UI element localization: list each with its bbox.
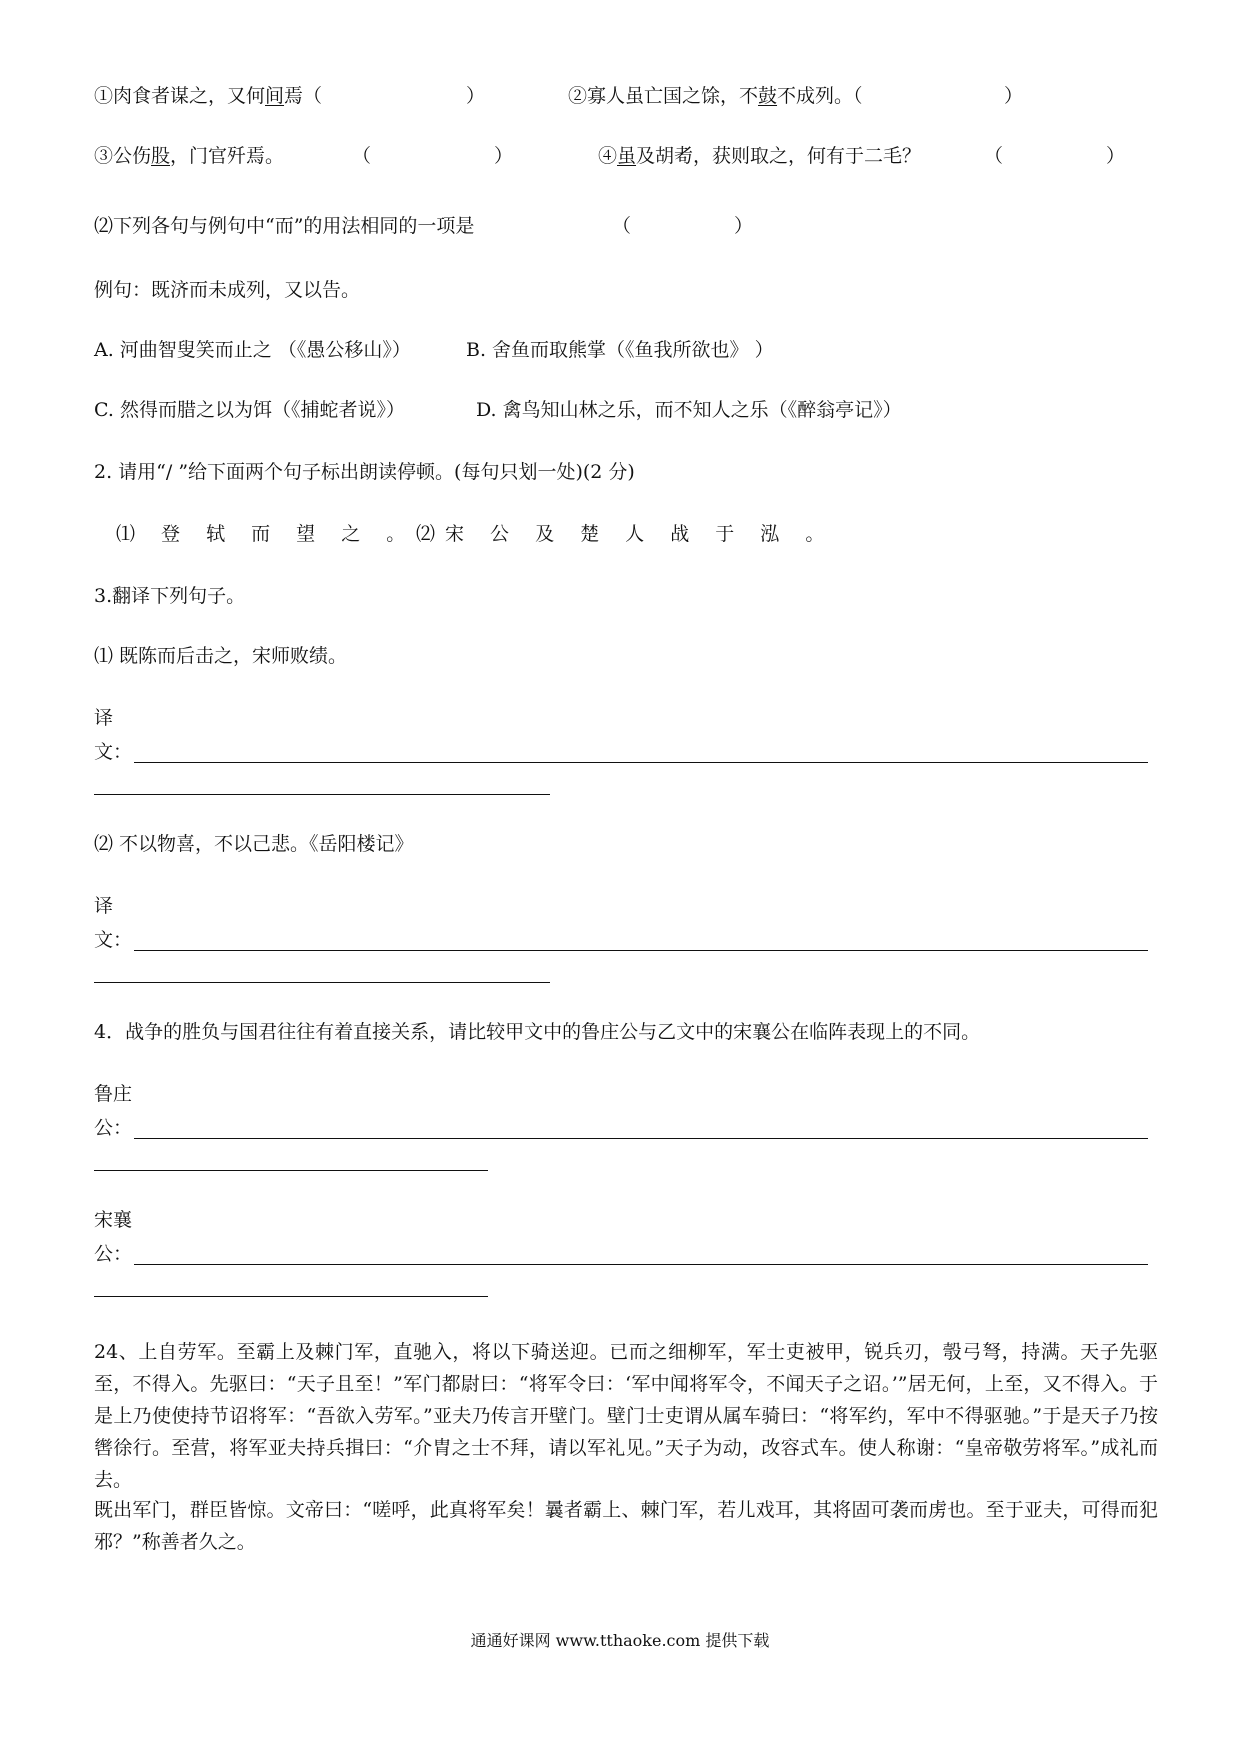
q3-answer-2-line[interactable]	[134, 950, 1148, 951]
q1-item-4-keyword: 虽	[617, 145, 637, 167]
q4-label-1-bottom: 公：	[94, 1117, 133, 1139]
q1-item-3-text-after: ，门官歼焉。	[170, 145, 285, 167]
q1-item-2	[568, 84, 863, 108]
page-footer: 通通好课网 www.tthaoke.com 提供下载	[470, 1631, 770, 1650]
q1-item-1	[94, 84, 322, 108]
q4-answer-2-line-2[interactable]	[94, 1296, 488, 1297]
q1-2-example: 例句：既济而未成列，又以告。	[94, 279, 361, 301]
q1-item-3	[94, 144, 284, 168]
q1-item-4-text: ④	[598, 145, 618, 167]
q1-item-1-text-after: 焉（	[284, 85, 323, 107]
q1-item-2-text: ②寡人虽亡国之馀，不	[568, 85, 759, 107]
q1-item-2-text-after: 不成列。（	[777, 85, 863, 107]
q1-item-4-open: （	[984, 145, 1004, 167]
q4-stem: 4．战争的胜负与国君往往有着直接关系，请比较甲文中的鲁庄公与乙文中的宋襄公在临阵表现上的不同。	[94, 1021, 981, 1043]
q3-stem: 3.翻译下列句子。	[94, 585, 246, 607]
q3-sentence-2: ⑵ 不以物喜，不以己悲。《岳阳楼记》	[94, 833, 414, 855]
q4-answer-1-line-2[interactable]	[94, 1170, 488, 1171]
q3-answer-1-line-2[interactable]	[94, 794, 550, 795]
q1-item-3-text: ③公伤	[94, 145, 152, 167]
q2-sentence-1: ⑴ 登 轼 而 望 之 。	[116, 523, 416, 545]
q1-2-option-d: D. 禽鸟知山林之乐，而不知人之乐（《醉翁亭记》）	[476, 399, 902, 421]
q1-2-stem: ⑵下列各句与例句中“而”的用法相同的一项是	[94, 215, 475, 237]
q1-item-3-keyword: 股	[151, 145, 171, 167]
q2-stem: 2. 请用“/ ”给下面两个句子标出朗读停顿。(每句只划一处)(2 分)	[94, 461, 635, 483]
q3-answer-2-label-bottom: 文：	[94, 929, 133, 951]
q1-item-1-keyword: 间	[265, 85, 285, 107]
q2-sentence-2: ⑵宋 公 及 楚 人 战 于 泓 。	[416, 523, 835, 545]
passage-24-paragraph-1: 24、上自劳军。至霸上及棘门军，直驰入，将以下骑送迎。已而之细柳军，军士吏被甲，锐兵刃，彀弓弩，持满。天子先驱至，不得入。先驱曰：“天子且至！”军门都尉曰：“将军令曰：‘军中闻将军令，不闻天子之诏。’”居无何，上至，又不得入。于是上乃使使持节诏将军：“吾欲入劳军。”亚夫乃传言开壁门。壁门士吏谓从属车骑曰：“将军约，军中不得驱驰。”于是天子乃按辔徐行。至营，将军亚夫持兵揖曰：“介胄之士不拜，请以军礼见。”天子为动，改容式车。使人称谢：“皇帝敬劳将军。”成礼而去。	[94, 1341, 1158, 1491]
passage-24-paragraph-2: 既出军门，群臣皆惊。文帝曰：“嗟呼，此真将军矣！曩者霸上、棘门军，若儿戏耳，其将固可袭而虏也。至于亚夫，可得而犯邪？”称善者久之。	[94, 1499, 1158, 1553]
q1-2-option-c: C. 然得而腊之以为饵（《捕蛇者说》）	[94, 399, 405, 421]
q1-item-4	[598, 144, 921, 168]
q1-2-paren-open: （	[612, 215, 632, 237]
q1-item-3-close: ）	[494, 145, 514, 167]
q1-item-3-open: （	[352, 145, 372, 167]
q3-answer-2-label-top: 译	[94, 895, 114, 917]
q1-item-4-close: ）	[1106, 145, 1126, 167]
q4-answer-1-line[interactable]	[134, 1138, 1148, 1139]
q4-answer-2-line[interactable]	[134, 1264, 1148, 1265]
q3-answer-1-line[interactable]	[134, 762, 1148, 763]
q1-item-4-text-after: 及胡耇，获则取之，何有于二毛？	[636, 145, 922, 167]
q1-2-option-a: A. 河曲智叟笑而止之 （《愚公移山》）	[94, 339, 411, 361]
q1-item-1-text: ①肉食者谋之，又何	[94, 85, 266, 107]
q1-item-2-keyword: 鼓	[758, 85, 778, 107]
q3-answer-1-label-bottom: 文：	[94, 741, 133, 763]
q3-answer-1-label-top: 译	[94, 707, 114, 729]
q1-2-option-b: B. 舍鱼而取熊掌（《鱼我所欲也》 ）	[466, 339, 774, 361]
q4-label-1-top: 鲁庄	[94, 1083, 133, 1105]
q3-sentence-1: ⑴ 既陈而后击之，宋师败绩。	[94, 645, 348, 667]
q1-item-2-close: ）	[1004, 85, 1024, 107]
q4-label-2-top: 宋襄	[94, 1209, 133, 1231]
q3-answer-2-line-2[interactable]	[94, 982, 550, 983]
q4-label-2-bottom: 公：	[94, 1243, 133, 1265]
q1-2-paren-close: ）	[734, 215, 754, 237]
q1-item-1-close: ）	[466, 85, 486, 107]
